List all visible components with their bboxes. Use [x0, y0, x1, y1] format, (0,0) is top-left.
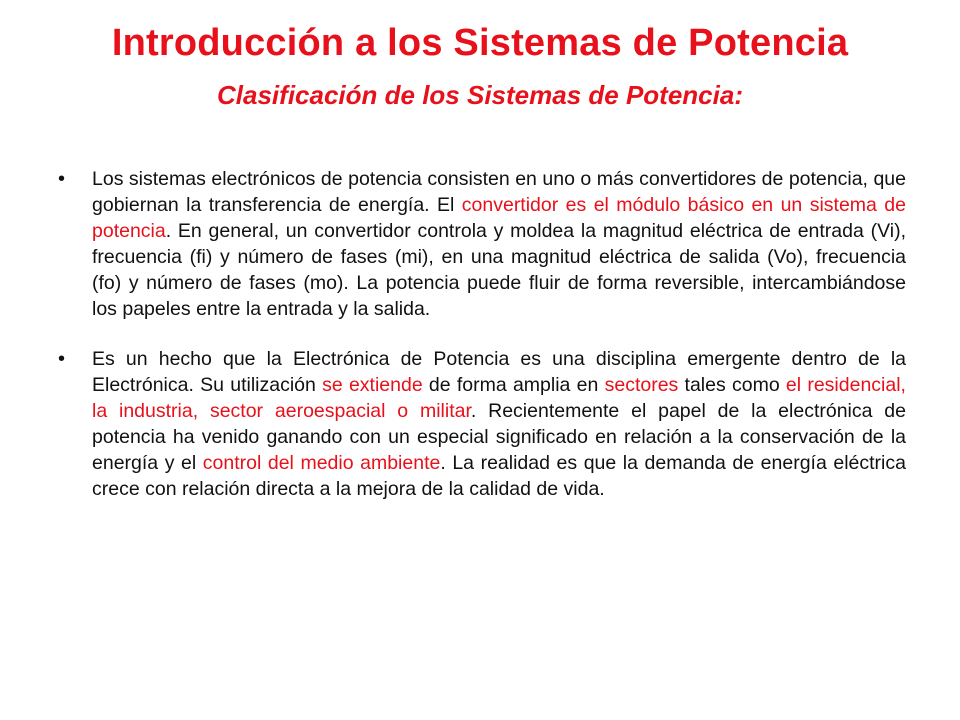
bullet-2-text-4: . Recientemente el papel de la electrónica de potencia ha venido ganando con un especial significado en relación a la conservación de la energía y el	[92, 400, 906, 474]
bullet-1-highlight-1: convertidor es el módulo básico en un sistema de potencia	[92, 194, 906, 242]
bullet-item-2	[58, 346, 906, 502]
bullet-item-1	[58, 166, 906, 322]
bullet-1-text-1: Los sistemas electrónicos de potencia consisten en uno o más convertidores de potencia, que gobiernan la transferencia de energía. El	[92, 168, 906, 216]
bullet-2-text-1: Es un hecho que la Electrónica de Potencia es una disciplina emergente dentro de la Electrónica. Su utilización	[92, 348, 906, 396]
bullet-2-text-5: . La realidad es que la demanda de energía eléctrica crece con relación directa a la mejora de la calidad de vida.	[92, 452, 906, 500]
bullet-2-highlight-1: se extiende	[322, 374, 423, 396]
slide-title: Introducción a los Sistemas de Potencia	[111, 22, 849, 64]
bullet-list	[58, 166, 906, 526]
bullet-2-highlight-3: el residencial, la industria, sector aeroespacial o militar	[92, 374, 906, 422]
bullet-2-text-3: tales como	[678, 374, 786, 396]
slide-subtitle: Clasificación de los Sistemas de Potencia:	[217, 80, 743, 110]
bullet-2-highlight-2: sectores	[604, 374, 679, 396]
bullet-dot-icon: •	[58, 168, 66, 190]
bullet-dot-icon: •	[58, 348, 66, 370]
bullet-2-highlight-4: control del medio ambiente	[202, 452, 441, 474]
bullet-2-text-2: de forma amplia en	[422, 374, 605, 396]
bullet-1-text-2: . En general, un convertidor controla y moldea la magnitud eléctrica de entrada (Vi), frecuencia (fi) y número de fases (mi), en una magnitud eléctrica de salida (Vo), frecuencia (fo) y número de fases (mo). La potencia puede fluir de forma reversible, intercambiándose los papeles entre la entrada y la salida.	[92, 220, 906, 320]
